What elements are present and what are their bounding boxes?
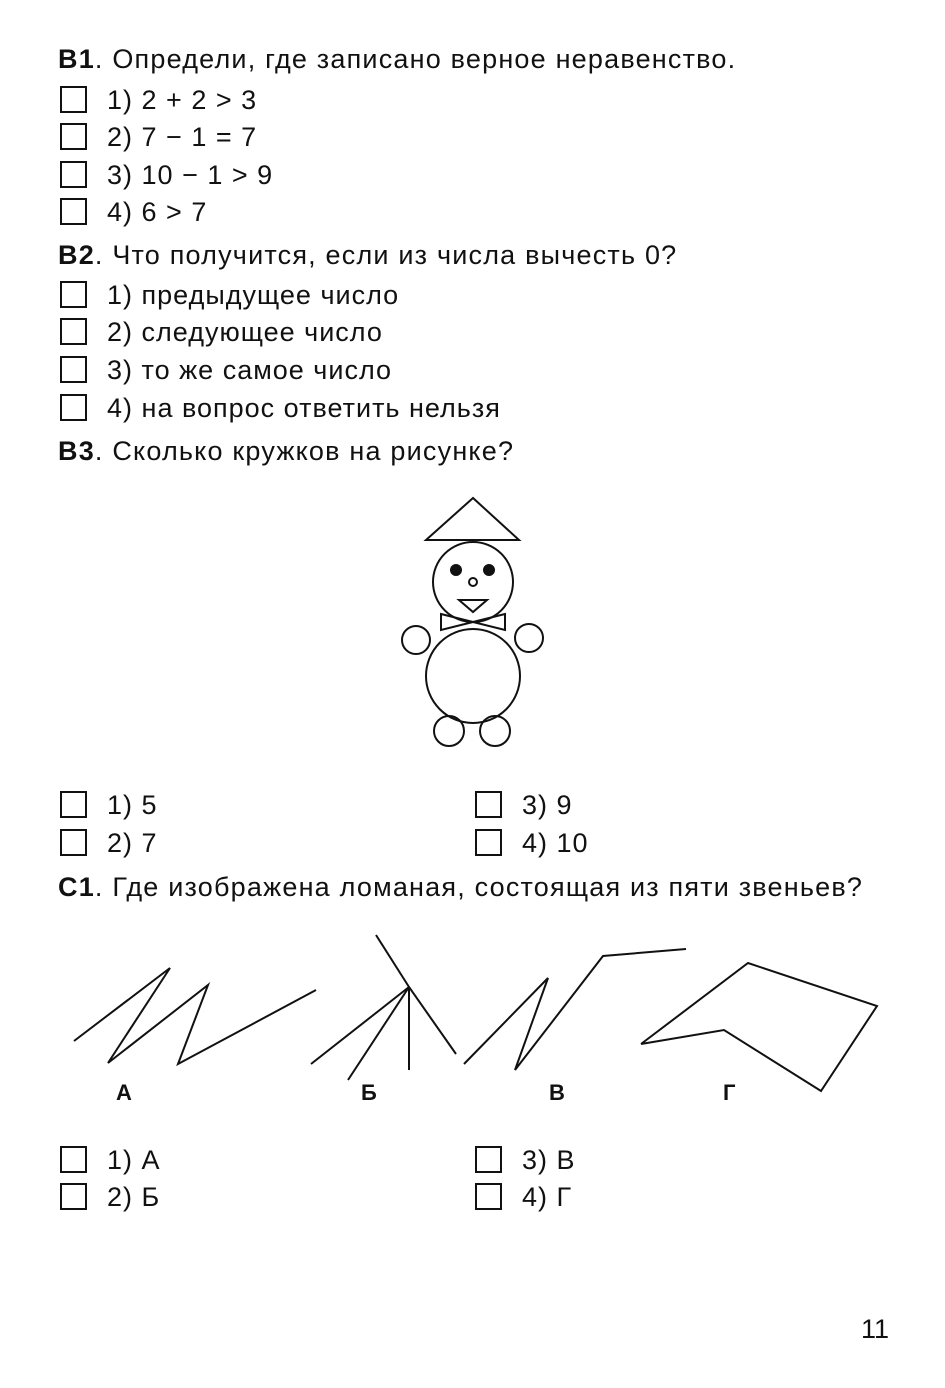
option-text: Г [556, 1182, 573, 1212]
figure-label-a: А [116, 1080, 132, 1105]
option-number: 3) [522, 790, 549, 820]
figure-label-v: В [549, 1080, 565, 1105]
c1-option-4-checkbox[interactable] [475, 1183, 502, 1210]
question-c1-id: C1 [58, 872, 95, 902]
option-number: 1) [107, 280, 134, 310]
option-number: 3) [522, 1145, 549, 1175]
option-text: 7 [141, 828, 158, 858]
question-b3-title: B3. Сколько кружков на рисунке? [58, 436, 515, 466]
question-b2-title: B2. Что получится, если из числа вычесть 0? [58, 240, 678, 270]
question-b1-text: Определи, где записано верное неравенство. [112, 44, 737, 74]
polyline-v [464, 949, 686, 1070]
option-text: А [141, 1145, 161, 1175]
option-text: на вопрос ответить нельзя [141, 393, 501, 423]
question-b3-text: Сколько кружков на рисунке? [112, 436, 515, 466]
option-text: 5 [141, 790, 158, 820]
page-number: 11 [860, 1314, 889, 1344]
option-text: то же самое число [141, 355, 393, 385]
question-c1-text: Где изображена ломаная, состоящая из пяти звеньев? [112, 872, 864, 902]
c1-option-1-checkbox[interactable] [60, 1146, 87, 1173]
option-number: 3) [107, 160, 134, 190]
option-text: 10 [556, 828, 589, 858]
option-number: 3) [107, 355, 134, 385]
question-b3-id: B3 [58, 436, 95, 466]
option-text: 9 [556, 790, 573, 820]
question-b2-text: Что получится, если из числа вычесть 0? [112, 240, 678, 270]
option-text: следующее число [141, 317, 383, 347]
option-text: В [556, 1145, 576, 1175]
option-text: 10 − 1 > 9 [141, 160, 274, 190]
option-text: 6 > 7 [141, 197, 208, 227]
figure-label-b: Б [361, 1080, 377, 1105]
option-text: 2 + 2 > 3 [141, 85, 258, 115]
option-number: 4) [107, 197, 134, 227]
option-number: 4) [107, 393, 134, 423]
option-number: 2) [107, 317, 134, 347]
polyline-a [74, 968, 316, 1064]
c1-option-2-checkbox[interactable] [60, 1183, 87, 1210]
question-b2-id: B2 [58, 240, 95, 270]
question-c1-title: C1. Где изображена ломаная, состоящая из пяти звеньев? [58, 872, 864, 902]
option-number: 2) [107, 1182, 134, 1212]
option-number: 1) [107, 790, 134, 820]
c1-option-3-checkbox[interactable] [475, 1146, 502, 1173]
option-number: 4) [522, 1182, 549, 1212]
option-text: Б [141, 1182, 161, 1212]
option-number: 2) [107, 122, 134, 152]
option-number: 4) [522, 828, 549, 858]
figure-b [311, 935, 456, 1080]
option-text: 7 − 1 = 7 [141, 122, 258, 152]
option-number: 1) [107, 85, 134, 115]
option-text: предыдущее число [141, 280, 400, 310]
figure-label-g: Г [723, 1080, 736, 1105]
polyline-g [641, 963, 877, 1091]
option-number: 1) [107, 1145, 134, 1175]
option-number: 2) [107, 828, 134, 858]
question-b1-id: B1 [58, 44, 95, 74]
question-b1-title: B1. Определи, где записано верное неравенство. [58, 44, 737, 74]
